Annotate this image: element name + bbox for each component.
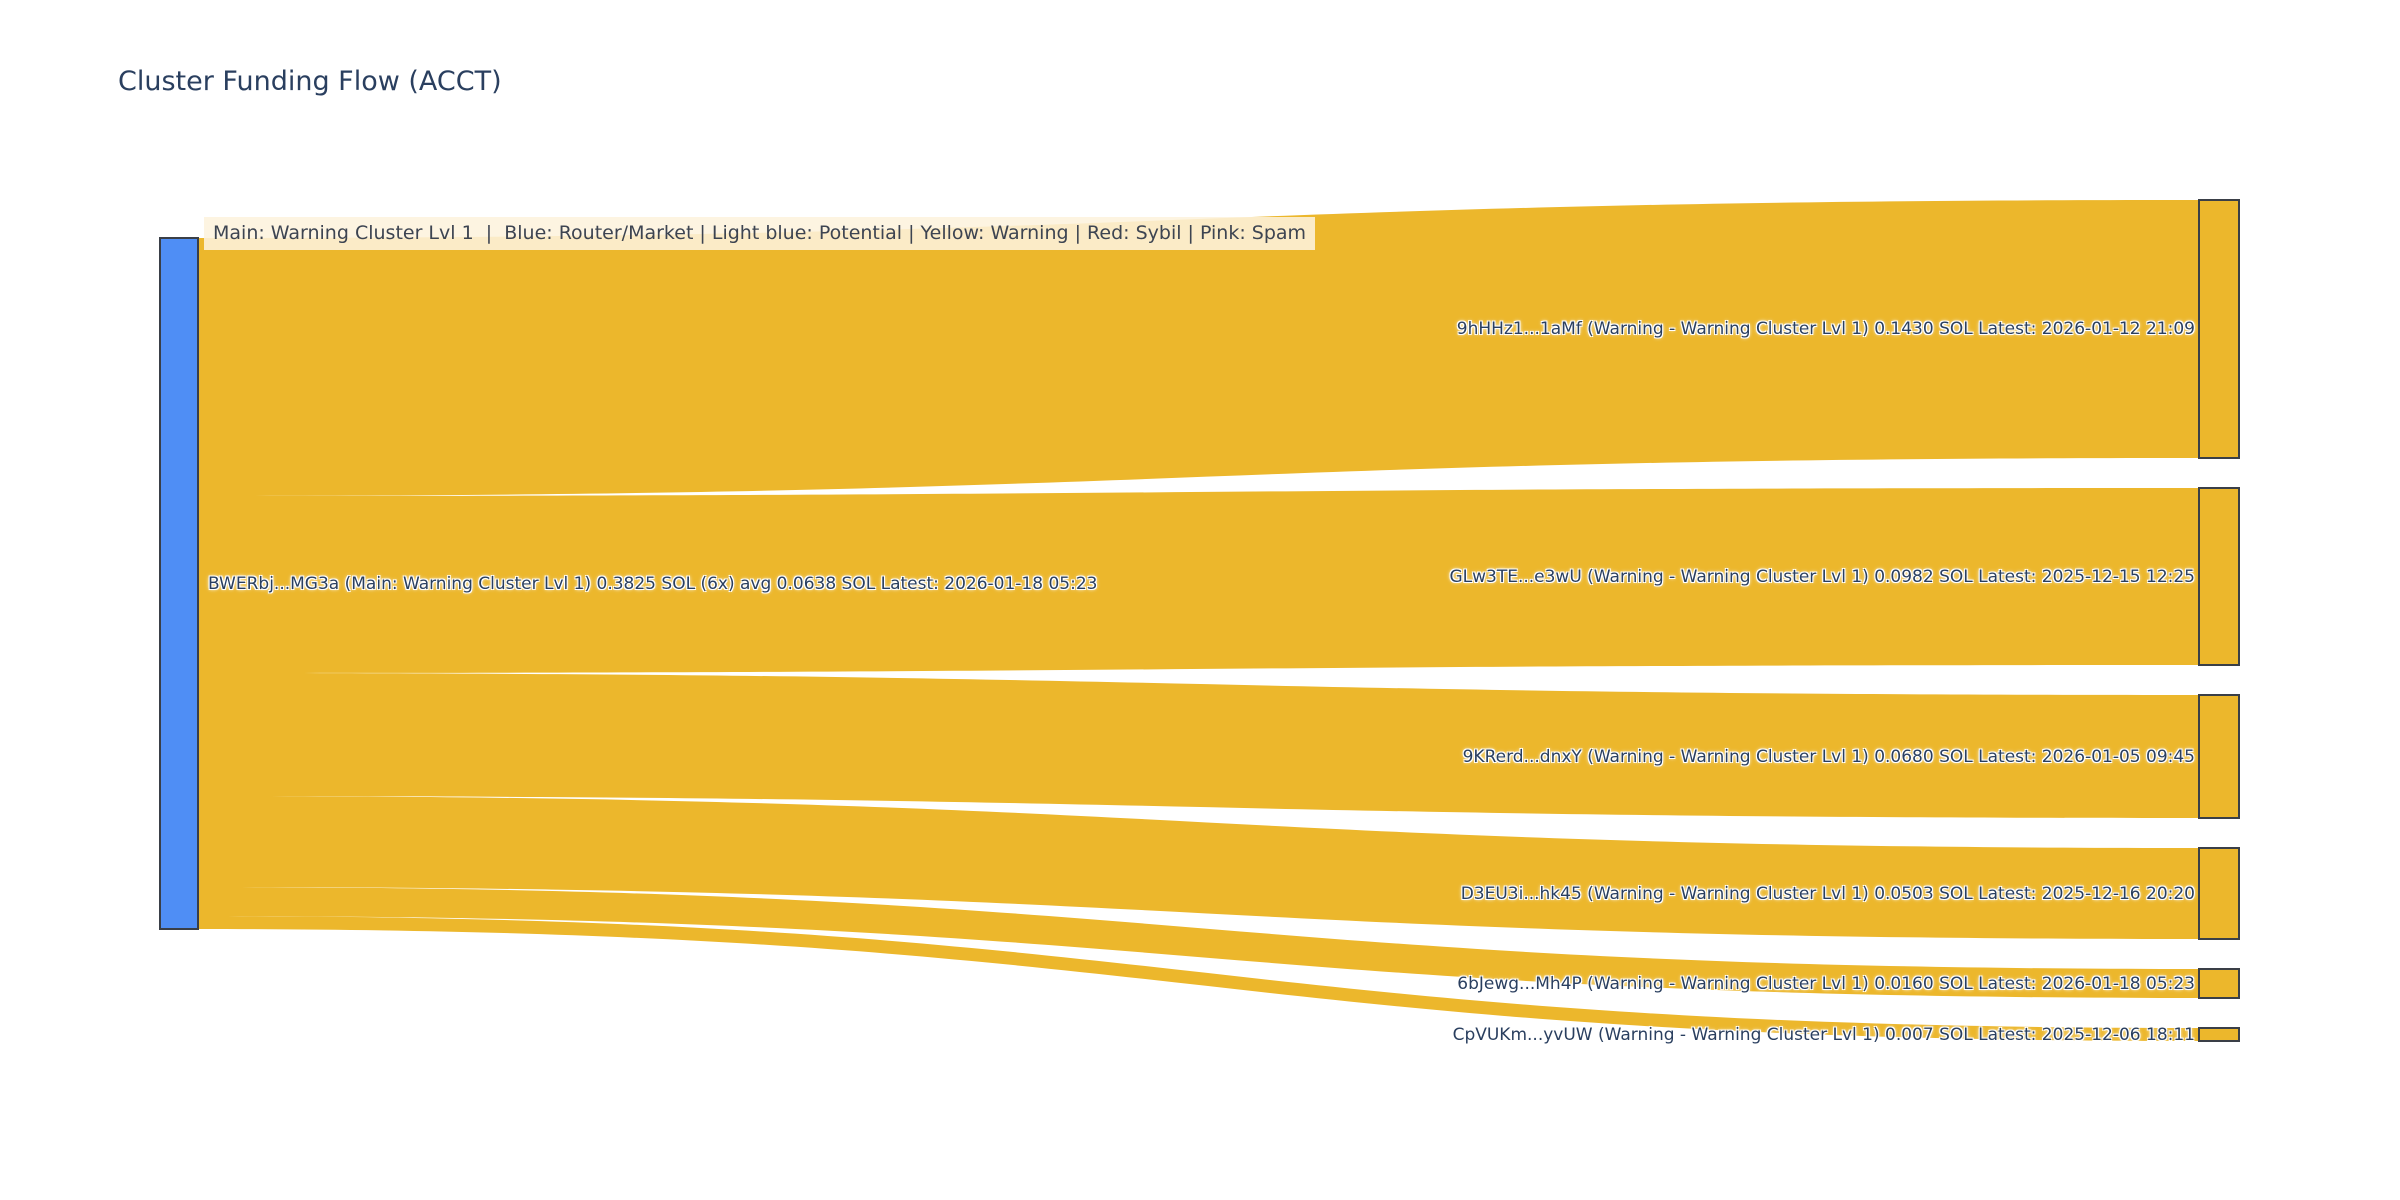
sankey-node-target[interactable] — [2199, 1028, 2239, 1041]
sankey-link-flow[interactable] — [198, 673, 2199, 818]
sankey-target-node-label: 9KRerd...dnxY (Warning - Warning Cluster Lvl 1) 0.0680 SOL Latest: 2026-01-05 09:45 — [1462, 746, 2195, 767]
sankey-main-node-label: BWERbj...MG3a (Main: Warning Cluster Lvl 1) 0.3825 SOL (6x) avg 0.0638 SOL Latest: 2026-01-18 05:23 — [208, 573, 1098, 594]
chart-title: Cluster Funding Flow (ACCT) — [118, 66, 502, 97]
sankey-node-target[interactable] — [2199, 200, 2239, 458]
sankey-target-node-label: 9hHHz1...1aMf (Warning - Warning Cluster Lvl 1) 0.1430 SOL Latest: 2026-01-12 21:09 — [1456, 319, 2195, 339]
sankey-target-node-label: GLw3TE...e3wU (Warning - Warning Cluster Lvl 1) 0.0982 SOL Latest: 2025-12-15 12:25 — [1449, 566, 2195, 587]
sankey-target-node-label: D3EU3i...hk45 (Warning - Warning Cluster Lvl 1) 0.0503 SOL Latest: 2025-12-16 20:20 — [1460, 883, 2195, 904]
sankey-node-target[interactable] — [2199, 848, 2239, 939]
sankey-node-target[interactable] — [2199, 695, 2239, 818]
sankey-node-target[interactable] — [2199, 488, 2239, 665]
sankey-node-target[interactable] — [2199, 969, 2239, 998]
legend-annotation: Main: Warning Cluster Lvl 1 | Blue: Router/Market | Light blue: Potential | Yellow: Warning | Red: Sybil | Pink: Spam — [204, 217, 1315, 250]
sankey-target-node-label: CpVUKm...yvUW (Warning - Warning Cluster Lvl 1) 0.007 SOL Latest: 2025-12-06 18:11 — [1452, 1024, 2195, 1045]
sankey-node-main[interactable] — [160, 238, 198, 929]
sankey-target-node-label: 6bJewg...Mh4P (Warning - Warning Cluster Lvl 1) 0.0160 SOL Latest: 2026-01-18 05:23 — [1457, 973, 2195, 994]
